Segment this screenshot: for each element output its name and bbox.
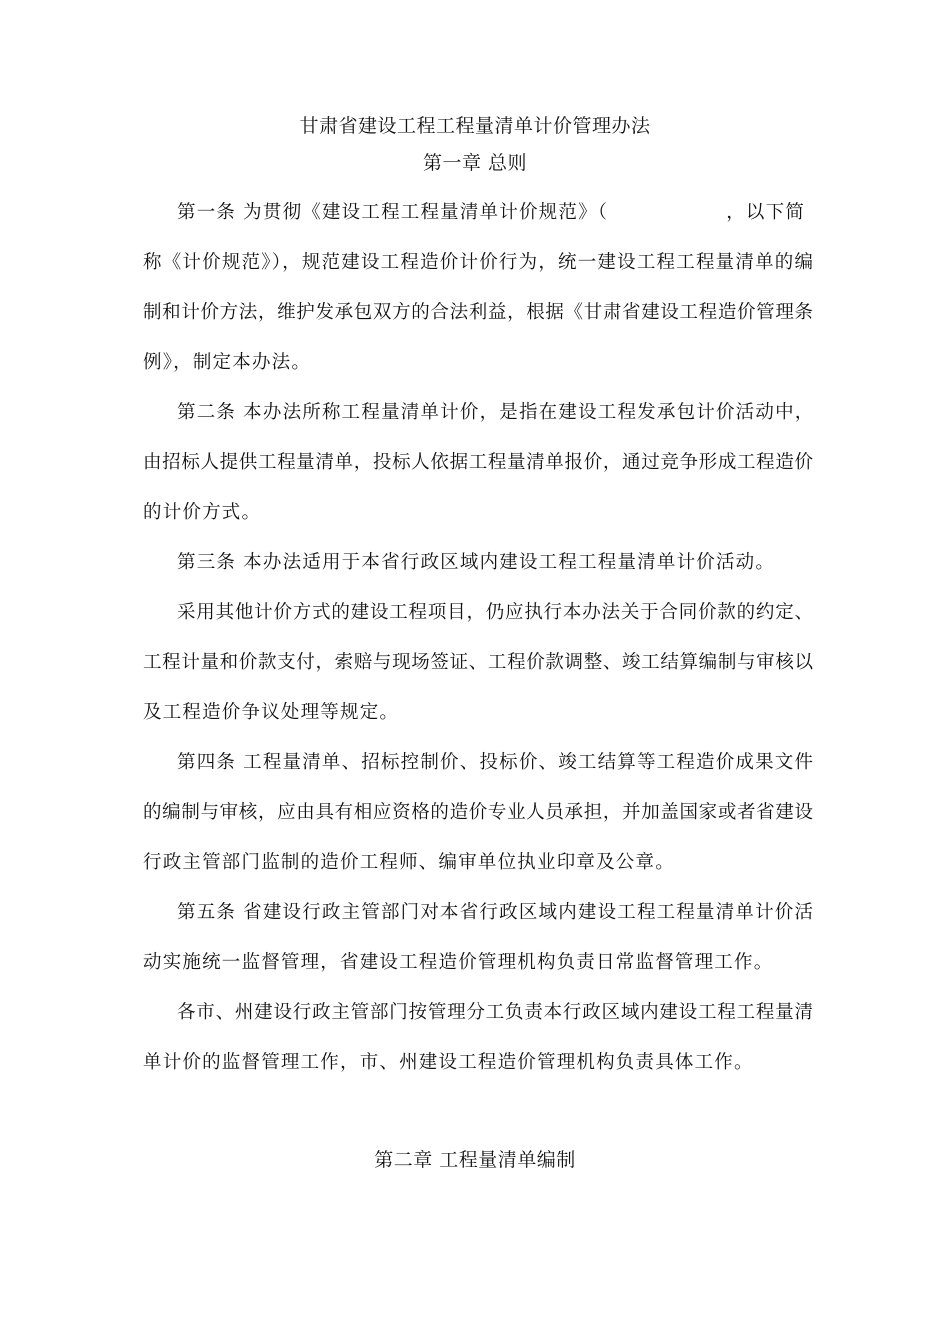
article-1-line-3: 制和计价方法，维护发承包双方的合法利益，根据《甘肃省建设工程造价管理条	[143, 302, 813, 323]
article-3-line-1: 第三条 本办法适用于本省行政区域内建设工程工程量清单计价活动。	[177, 552, 776, 573]
article-5-para-2-line-1: 各市、州建设行政主管部门按管理分工负责本行政区域内建设工程工程量清	[177, 1002, 813, 1023]
article-1-text-end: ，以下简	[726, 202, 806, 223]
article-3-para-2-line-2: 工程计量和价款支付，索赔与现场签证、工程价款调整、竣工结算编制与审核以	[143, 652, 813, 673]
article-2-line-3: 的计价方式。	[143, 502, 262, 523]
article-5-line-2: 动实施统一监督管理，省建设工程造价管理机构负责日常监督管理工作。	[143, 952, 774, 973]
article-1-line-1	[177, 201, 813, 225]
article-4-line-1: 第四条 工程量清单、招标控制价、投标价、竣工结算等工程造价成果文件	[177, 752, 813, 773]
article-4-line-3: 行政主管部门监制的造价工程师、编审单位执业印章及公章。	[143, 852, 675, 873]
article-3-para-2-line-3: 及工程造价争议处理等规定。	[143, 702, 400, 723]
article-2-line-1: 第二条 本办法所称工程量清单计价，是指在建设工程发承包计价活动中，	[177, 402, 815, 423]
article-1-text-start: 第一条 为贯彻《建设工程工程量清单计价规范》（	[177, 202, 609, 223]
chapter-heading-1: 第一章 总则	[422, 152, 528, 174]
document-title: 甘肃省建设工程工程量清单计价管理办法	[299, 115, 651, 137]
article-3-para-2-line-1: 采用其他计价方式的建设工程项目，仍应执行本办法关于合同价款的约定、	[177, 602, 813, 623]
article-1-line-2: 称《计价规范》），规范建设工程造价计价行为，统一建设工程工程量清单的编	[143, 252, 813, 273]
article-2-line-2: 由招标人提供工程量清单，投标人依据工程量清单报价，通过竞争形成工程造价	[143, 452, 813, 473]
chapter-heading-2: 第二章 工程量清单编制	[374, 1149, 576, 1171]
article-5-line-1: 第五条 省建设行政主管部门对本省行政区域内建设工程工程量清单计价活	[177, 902, 813, 923]
article-1-line-4: 例》，制定本办法。	[143, 352, 312, 373]
article-4-line-2: 的编制与审核，应由具有相应资格的造价专业人员承担，并加盖国家或者省建设	[143, 802, 813, 823]
article-5-para-2-line-2: 单计价的监督管理工作，市、州建设工程造价管理机构负责具体工作。	[143, 1052, 754, 1073]
